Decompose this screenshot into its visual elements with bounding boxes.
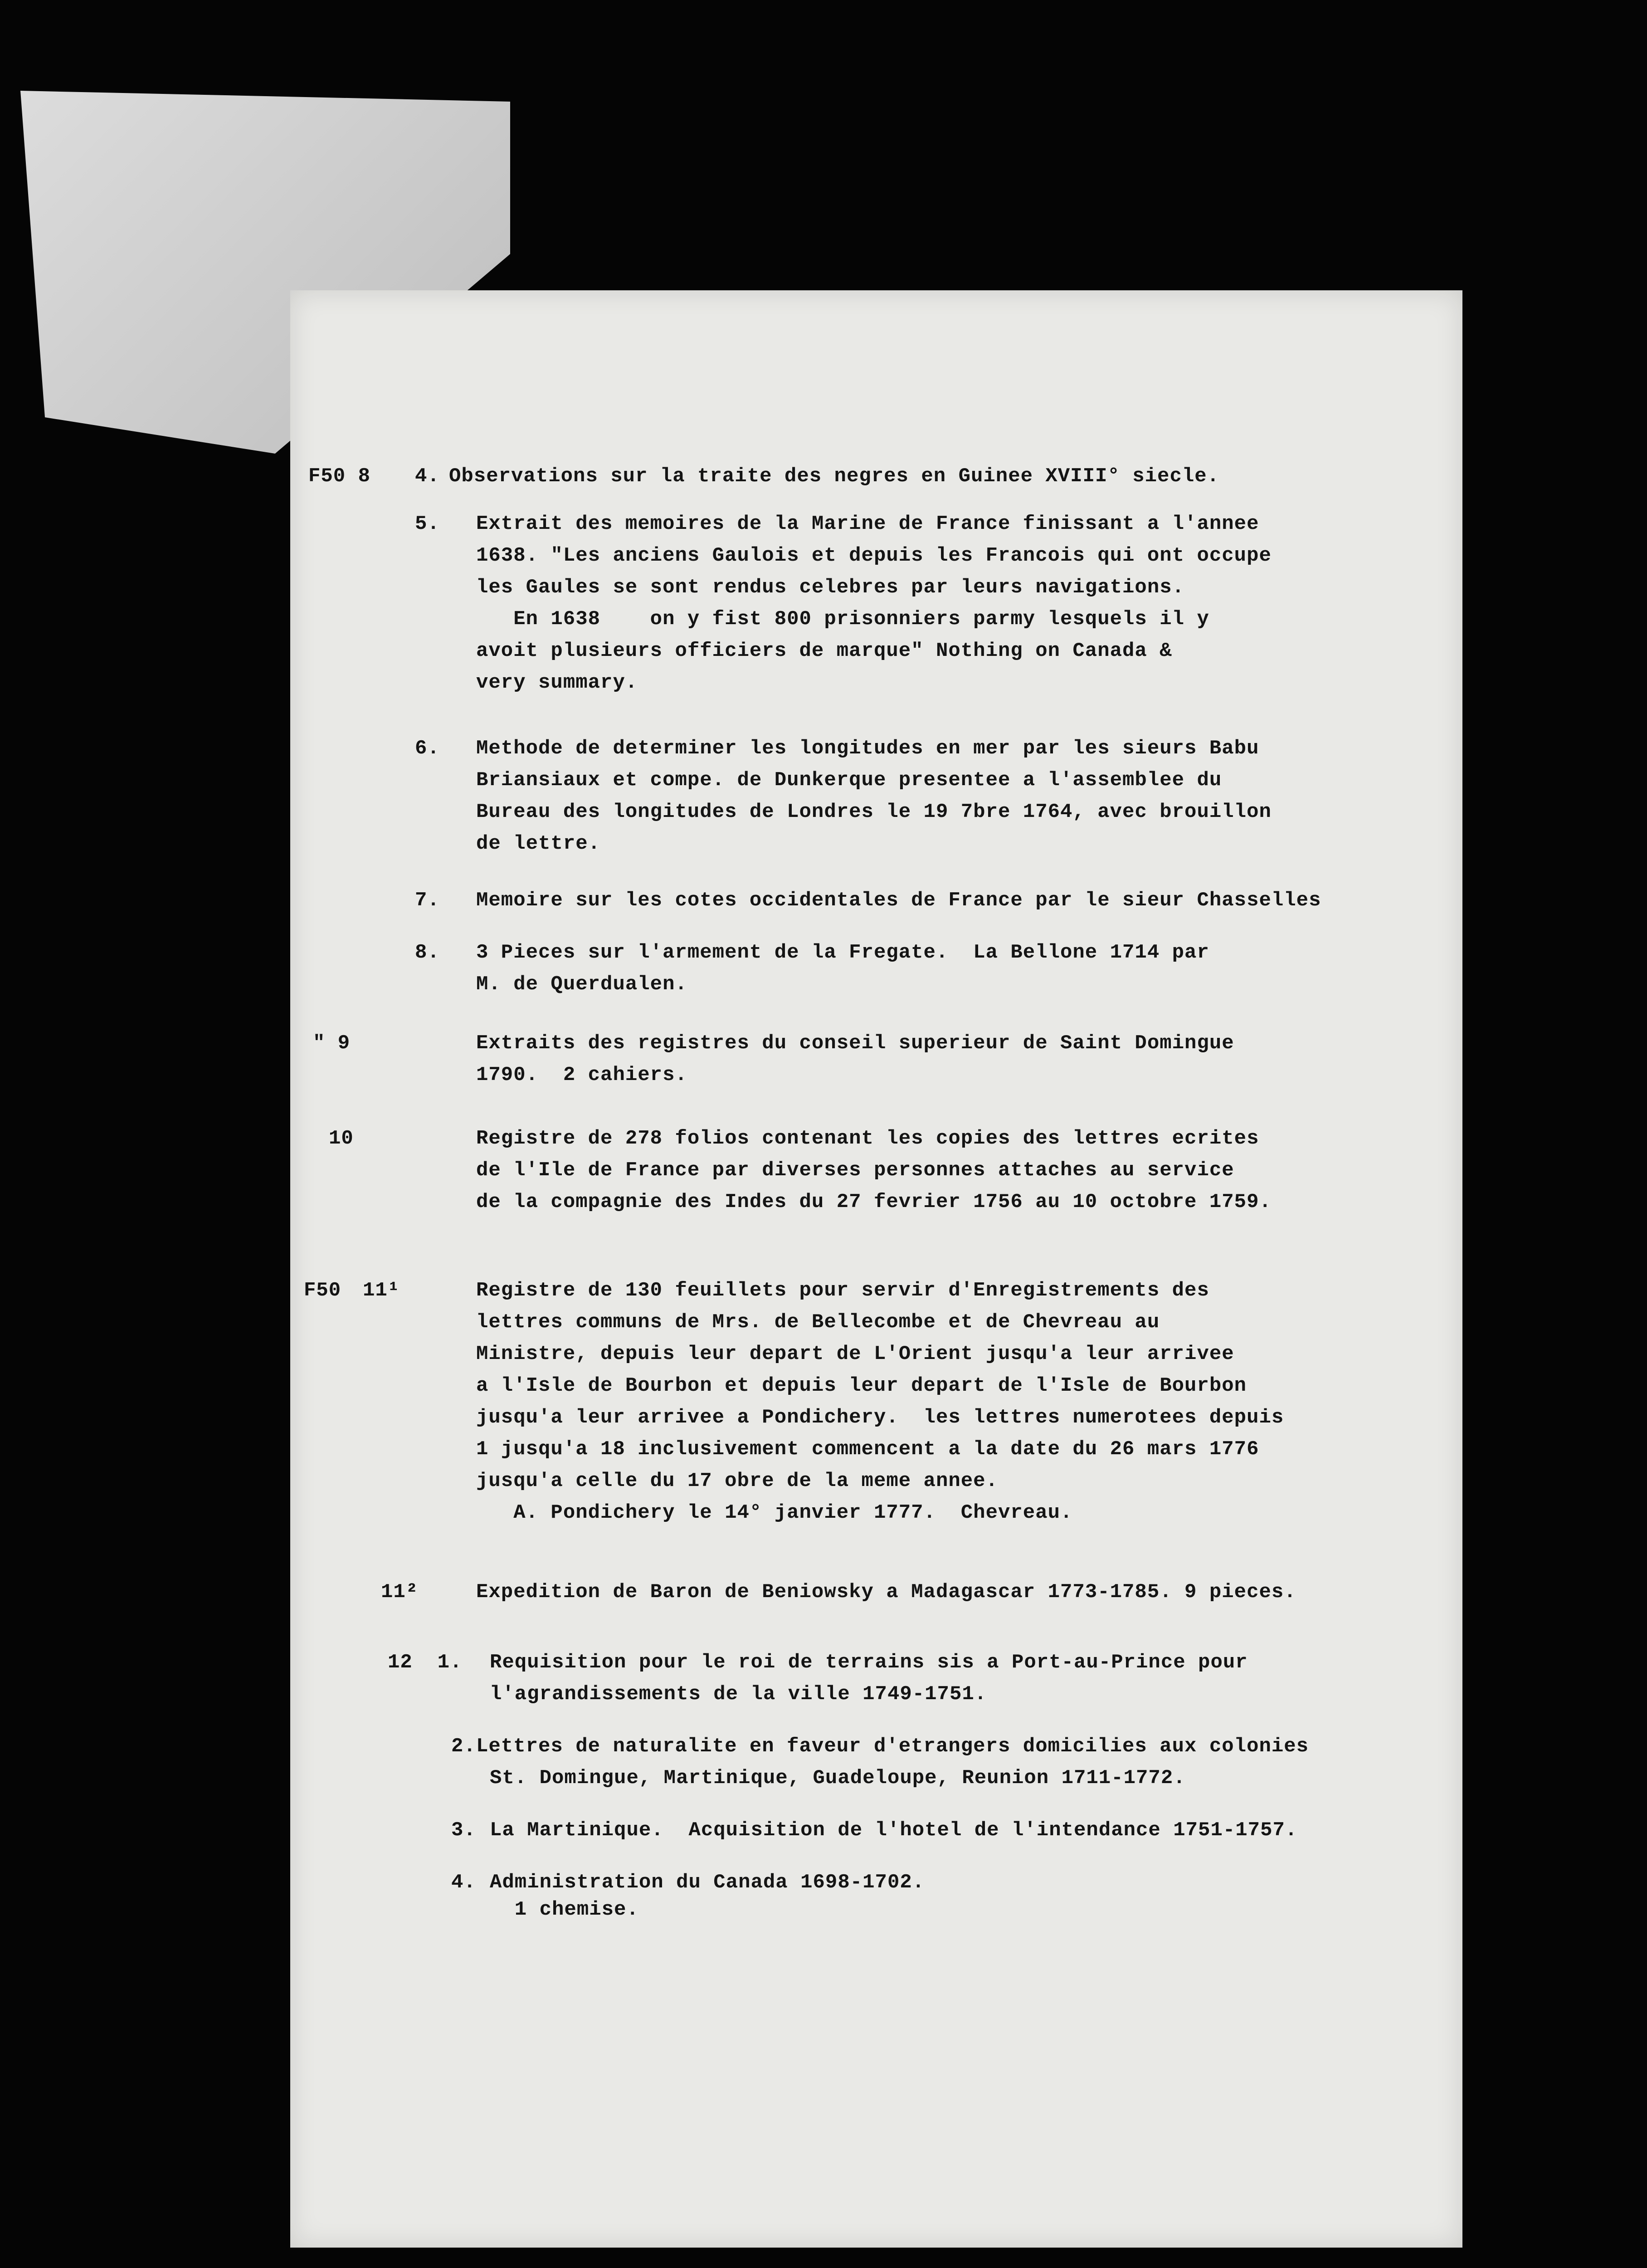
entry-11-2-text: Expedition de Baron de Beniowsky a Madagascar 1773-1785. 9 pieces. xyxy=(476,1581,1296,1603)
item-number-11-1: 11¹ xyxy=(363,1279,400,1302)
entry-8-line-2: M. de Querdualen. xyxy=(476,973,687,996)
entry-11-1-line-2: lettres communs de Mrs. de Bellecombe et de Chevreau au xyxy=(476,1311,1160,1334)
entry-12-1-line-2: l'agrandissements de la ville 1749-1751. xyxy=(490,1683,987,1706)
entry-11-1-line-3: Ministre, depuis leur depart de L'Orient jusqu'a leur arrivee xyxy=(476,1343,1234,1365)
item-number-12-3: 3. xyxy=(451,1819,476,1842)
entry-12-2-line-1: Lettres de naturalite en faveur d'etrangers domicilies aux colonies xyxy=(476,1735,1309,1758)
entry-12-1-line-1: Requisition pour le roi de terrains sis a Port-au-Prince pour xyxy=(490,1651,1248,1674)
item-number-8: 8. xyxy=(415,941,440,964)
entry-6-line-1: Methode de determiner les longitudes en mer par les sieurs Babu xyxy=(476,737,1259,760)
entry-12-2-line-2: St. Domingue, Martinique, Guadeloupe, Reunion 1711-1772. xyxy=(490,1767,1186,1789)
entry-5-line-2: 1638. "Les anciens Gaulois et depuis les Francois qui ont occupe xyxy=(476,544,1272,567)
item-number-7: 7. xyxy=(415,889,440,912)
entry-7-text: Memoire sur les cotes occidentales de France par le sieur Chasselles xyxy=(476,889,1321,912)
item-number-5: 5. xyxy=(415,513,440,535)
item-number-12-2: 2. xyxy=(451,1735,476,1758)
item-number-6: 6. xyxy=(415,737,440,760)
entry-11-1-line-7: jusqu'a celle du 17 obre de la meme annee. xyxy=(476,1470,998,1492)
entry-11-1-line-8: A. Pondichery le 14° janvier 1777. Chevreau. xyxy=(476,1501,1073,1524)
entry-8-line-1: 3 Pieces sur l'armement de la Fregate. La Bellone 1714 par xyxy=(476,941,1209,964)
entry-5-line-3: les Gaules se sont rendus celebres par leurs navigations. xyxy=(476,576,1185,599)
entry-6-line-4: de lettre. xyxy=(476,832,601,855)
entry-10-line-1: Registre de 278 folios contenant les copies des lettres ecrites xyxy=(476,1127,1259,1150)
entry-11-1-line-4: a l'Isle de Bourbon et depuis leur depart de l'Isle de Bourbon xyxy=(476,1374,1247,1397)
entry-12-4-line-2: 1 chemise. xyxy=(490,1898,639,1921)
entry-10-line-2: de l'Ile de France par diverses personnes attaches au service xyxy=(476,1159,1234,1182)
entry-5-line-6: very summary. xyxy=(476,671,638,694)
item-number-9: " 9 xyxy=(313,1032,351,1055)
margin-ref-f30-8: F50 8 xyxy=(308,465,371,488)
entry-12-4-line-1: Administration du Canada 1698-1702. xyxy=(490,1871,925,1894)
margin-ref-f30: F50 xyxy=(304,1279,341,1302)
entry-5-line-1: Extrait des memoires de la Marine de France finissant a l'annee xyxy=(476,513,1259,535)
entry-9-line-1: Extraits des registres du conseil superieur de Saint Domingue xyxy=(476,1032,1234,1055)
entry-10-line-3: de la compagnie des Indes du 27 fevrier 1756 au 10 octobre 1759. xyxy=(476,1191,1272,1213)
item-number-4: 4. xyxy=(415,465,440,488)
item-number-11-2: 11² xyxy=(381,1581,419,1603)
entry-4-text: Observations sur la traite des negres en Guinee XVIII° siecle. xyxy=(449,465,1220,488)
entry-12-3-text: La Martinique. Acquisition de l'hotel de l'intendance 1751-1757. xyxy=(490,1819,1298,1842)
entry-11-1-line-5: jusqu'a leur arrivee a Pondichery. les lettres numerotees depuis xyxy=(476,1406,1284,1429)
typed-document-page xyxy=(290,290,1462,2248)
item-number-12-4: 4. xyxy=(451,1871,476,1894)
item-number-10: 10 xyxy=(329,1127,354,1150)
entry-6-line-2: Briansiaux et compe. de Dunkerque presentee a l'assemblee du xyxy=(476,769,1222,792)
entry-11-1-line-1: Registre de 130 feuillets pour servir d'Enregistrements des xyxy=(476,1279,1209,1302)
entry-5-line-4: En 1638 on y fist 800 prisonniers parmy lesquels il y xyxy=(476,608,1209,631)
entry-11-1-line-6: 1 jusqu'a 18 inclusivement commencent a la date du 26 mars 1776 xyxy=(476,1438,1259,1461)
entry-5-line-5: avoit plusieurs officiers de marque" Nothing on Canada & xyxy=(476,640,1172,662)
entry-6-line-3: Bureau des longitudes de Londres le 19 7bre 1764, avec brouillon xyxy=(476,801,1272,823)
entry-9-line-2: 1790. 2 cahiers. xyxy=(476,1064,687,1086)
item-number-12-1: 12 1. xyxy=(388,1651,463,1674)
